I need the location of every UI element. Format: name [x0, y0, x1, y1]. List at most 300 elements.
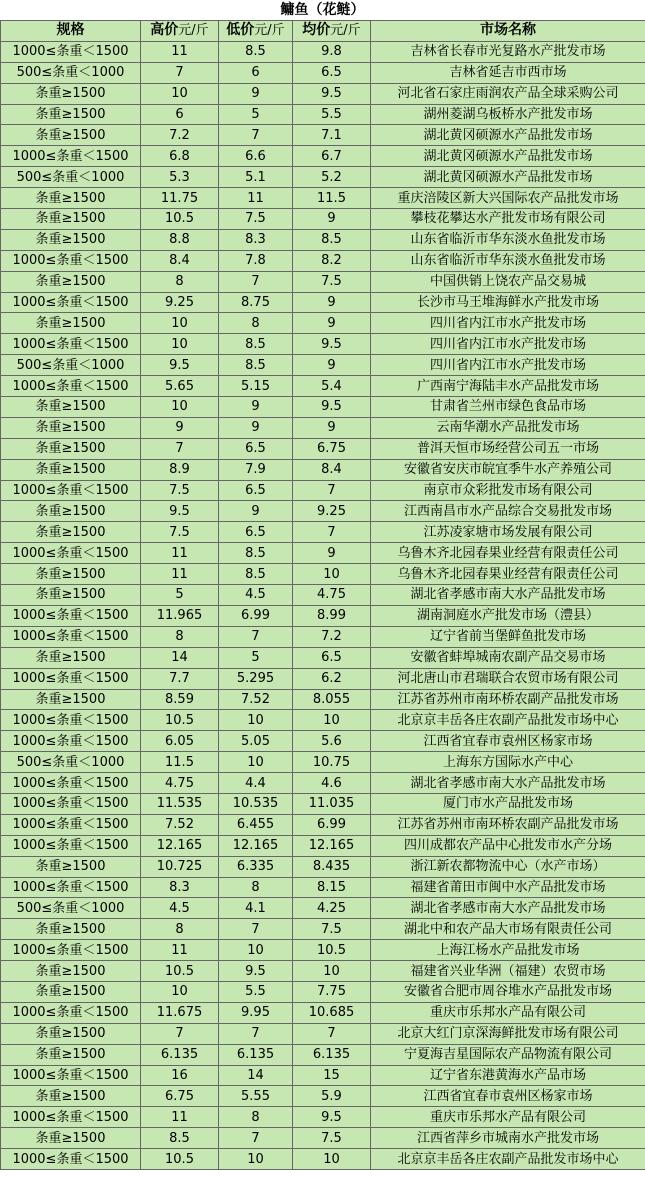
- avg-price-cell: 9.5: [293, 1107, 371, 1128]
- header-low-label: 低价: [226, 22, 255, 39]
- table-row: [1, 877, 645, 898]
- table-row: [1, 397, 645, 418]
- avg-price-cell: 5.6: [293, 731, 371, 752]
- table-row: [1, 605, 645, 626]
- low-price-cell: 9.5: [219, 961, 293, 982]
- market-cell: 江西省宜春市袁州区杨家市场: [371, 1086, 645, 1107]
- spec-cell: 1000≤条重＜1500: [1, 835, 141, 856]
- spec-cell: 条重≥1500: [1, 83, 141, 104]
- spec-cell: 条重≥1500: [1, 981, 141, 1002]
- spec-cell: 条重≥1500: [1, 229, 141, 250]
- table-row: [1, 41, 645, 62]
- low-price-cell: 8.75: [219, 292, 293, 313]
- avg-price-cell: 10: [293, 710, 371, 731]
- low-price-cell: 9: [219, 501, 293, 522]
- high-price-cell: 11.675: [141, 1002, 219, 1023]
- table-row: [1, 543, 645, 564]
- spec-cell: 条重≥1500: [1, 104, 141, 125]
- avg-price-cell: 11.035: [293, 793, 371, 814]
- market-cell: 四川省内江市水产批发市场: [371, 334, 645, 355]
- high-price-cell: 7.5: [141, 480, 219, 501]
- table-row: [1, 334, 645, 355]
- avg-price-cell: 5.5: [293, 104, 371, 125]
- low-price-cell: 10: [219, 940, 293, 961]
- market-cell: 辽宁省东港黄海水产品市场: [371, 1065, 645, 1086]
- high-price-cell: 10.725: [141, 856, 219, 877]
- market-cell: 湖北黄冈硕源水产品批发市场: [371, 125, 645, 146]
- spec-cell: 1000≤条重＜1500: [1, 773, 141, 794]
- table-row: [1, 898, 645, 919]
- spec-cell: 条重≥1500: [1, 438, 141, 459]
- avg-price-cell: 9.5: [293, 397, 371, 418]
- table-row: [1, 459, 645, 480]
- avg-price-cell: 5.4: [293, 376, 371, 397]
- avg-price-cell: 9: [293, 417, 371, 438]
- avg-price-cell: 8.5: [293, 229, 371, 250]
- avg-price-cell: 7.1: [293, 125, 371, 146]
- spec-cell: 1000≤条重＜1500: [1, 626, 141, 647]
- low-price-cell: 7: [219, 919, 293, 940]
- high-price-cell: 5.3: [141, 167, 219, 188]
- low-price-cell: 5: [219, 647, 293, 668]
- table-row: [1, 835, 645, 856]
- market-cell: 江苏省苏州市南环桥农副产品批发市场: [371, 689, 645, 710]
- table-row: [1, 62, 645, 83]
- high-price-cell: 6.05: [141, 731, 219, 752]
- avg-price-cell: 5.2: [293, 167, 371, 188]
- spec-cell: 条重≥1500: [1, 397, 141, 418]
- high-price-cell: 10: [141, 334, 219, 355]
- avg-price-cell: 7.5: [293, 919, 371, 940]
- avg-price-cell: 8.2: [293, 250, 371, 271]
- low-price-cell: 6.6: [219, 146, 293, 167]
- high-price-cell: 11.535: [141, 793, 219, 814]
- market-cell: 福建省莆田市闽中水产品批发市场: [371, 877, 645, 898]
- spec-cell: 1000≤条重＜1500: [1, 250, 141, 271]
- high-price-cell: 9.5: [141, 355, 219, 376]
- spec-cell: 500≤条重＜1000: [1, 355, 141, 376]
- table-row: [1, 814, 645, 835]
- table-body: [1, 41, 645, 1169]
- high-price-cell: 11: [141, 940, 219, 961]
- low-price-cell: 7: [219, 1128, 293, 1149]
- table-row: [1, 167, 645, 188]
- low-price-cell: 8: [219, 1107, 293, 1128]
- low-price-cell: 7.5: [219, 209, 293, 230]
- table-row: [1, 376, 645, 397]
- market-cell: 湖北黄冈硕源水产品批发市场: [371, 167, 645, 188]
- low-price-cell: 10: [219, 1149, 293, 1170]
- avg-price-cell: 6.5: [293, 647, 371, 668]
- avg-price-cell: 4.75: [293, 585, 371, 606]
- high-price-cell: 7: [141, 1023, 219, 1044]
- spec-cell: 条重≥1500: [1, 919, 141, 940]
- table-row: [1, 752, 645, 773]
- avg-price-cell: 10.5: [293, 940, 371, 961]
- table-row: [1, 626, 645, 647]
- market-cell: 北京京丰岳各庄农副产品批发市场中心: [371, 1149, 645, 1170]
- market-cell: 南京市众彩批发市场有限公司: [371, 480, 645, 501]
- high-price-cell: 11: [141, 41, 219, 62]
- market-cell: 湖州菱湖乌板桥水产批发市场: [371, 104, 645, 125]
- spec-cell: 条重≥1500: [1, 125, 141, 146]
- high-price-cell: 4.75: [141, 773, 219, 794]
- market-cell: 辽宁省前当堡鲜鱼批发市场: [371, 626, 645, 647]
- high-price-cell: 10: [141, 313, 219, 334]
- market-cell: 江苏凌家塘市场发展有限公司: [371, 522, 645, 543]
- market-cell: 北京大红门京深海鲜批发市场有限公司: [371, 1023, 645, 1044]
- low-price-cell: 5.15: [219, 376, 293, 397]
- table-row: [1, 125, 645, 146]
- spec-cell: 1000≤条重＜1500: [1, 1065, 141, 1086]
- low-price-cell: 6.5: [219, 438, 293, 459]
- high-price-cell: 10.5: [141, 961, 219, 982]
- table-row: [1, 773, 645, 794]
- high-price-cell: 16: [141, 1065, 219, 1086]
- header-high-unit: 元/斤: [178, 23, 209, 39]
- avg-price-cell: 10: [293, 564, 371, 585]
- low-price-cell: 6.135: [219, 1044, 293, 1065]
- high-price-cell: 9.25: [141, 292, 219, 313]
- spec-cell: 条重≥1500: [1, 1044, 141, 1065]
- table-row: [1, 961, 645, 982]
- avg-price-cell: 8.055: [293, 689, 371, 710]
- table-row: [1, 1149, 645, 1170]
- market-cell: 普洱天恒市场经营公司五一市场: [371, 438, 645, 459]
- low-price-cell: 5.1: [219, 167, 293, 188]
- market-cell: 北京京丰岳各庄农副产品批发市场中心: [371, 710, 645, 731]
- high-price-cell: 10: [141, 83, 219, 104]
- avg-price-cell: 6.7: [293, 146, 371, 167]
- spec-cell: 1000≤条重＜1500: [1, 41, 141, 62]
- low-price-cell: 7: [219, 626, 293, 647]
- table-row: [1, 1002, 645, 1023]
- high-price-cell: 9: [141, 417, 219, 438]
- table-row: [1, 104, 645, 125]
- header-spec: 规格: [1, 21, 141, 42]
- avg-price-cell: 8.15: [293, 877, 371, 898]
- spec-cell: 条重≥1500: [1, 1128, 141, 1149]
- avg-price-cell: 9.8: [293, 41, 371, 62]
- table-row: [1, 793, 645, 814]
- market-cell: 湖北省孝感市南大水产品批发市场: [371, 585, 645, 606]
- high-price-cell: 11.5: [141, 752, 219, 773]
- spec-cell: 1000≤条重＜1500: [1, 146, 141, 167]
- low-price-cell: 8.5: [219, 355, 293, 376]
- low-price-cell: 9.95: [219, 1002, 293, 1023]
- header-avg-unit: 元/斤: [330, 23, 361, 39]
- table-row: [1, 417, 645, 438]
- market-cell: 攀枝花攀达水产批发市场有限公司: [371, 209, 645, 230]
- table-row: [1, 229, 645, 250]
- market-cell: 长沙市马王堆海鲜水产批发市场: [371, 292, 645, 313]
- low-price-cell: 7: [219, 125, 293, 146]
- spec-cell: 1000≤条重＜1500: [1, 605, 141, 626]
- high-price-cell: 6.8: [141, 146, 219, 167]
- low-price-cell: 10: [219, 752, 293, 773]
- market-cell: 湖北中和农产品大市场有限责任公司: [371, 919, 645, 940]
- market-cell: 浙江新农都物流中心（水产市场）: [371, 856, 645, 877]
- spec-cell: 1000≤条重＜1500: [1, 731, 141, 752]
- avg-price-cell: 9: [293, 313, 371, 334]
- high-price-cell: 11: [141, 543, 219, 564]
- low-price-cell: 6.5: [219, 522, 293, 543]
- high-price-cell: 11.965: [141, 605, 219, 626]
- low-price-cell: 5: [219, 104, 293, 125]
- market-cell: 河北省石家庄雨润农产品全球采购公司: [371, 83, 645, 104]
- avg-price-cell: 15: [293, 1065, 371, 1086]
- low-price-cell: 8.3: [219, 229, 293, 250]
- market-cell: 重庆市乐邦水产品有限公司: [371, 1107, 645, 1128]
- spec-cell: 500≤条重＜1000: [1, 752, 141, 773]
- market-cell: 湖北省孝感市南大水产品批发市场: [371, 898, 645, 919]
- avg-price-cell: 8.435: [293, 856, 371, 877]
- market-cell: 河北唐山市君瑞联合农贸市场有限公司: [371, 668, 645, 689]
- market-cell: 宁夏海吉星国际农产品物流有限公司: [371, 1044, 645, 1065]
- avg-price-cell: 10: [293, 961, 371, 982]
- table-row: [1, 710, 645, 731]
- table-row: [1, 1128, 645, 1149]
- spec-cell: 1000≤条重＜1500: [1, 480, 141, 501]
- market-cell: 重庆涪陵区新大兴国际农产品批发市场: [371, 188, 645, 209]
- high-price-cell: 8: [141, 271, 219, 292]
- high-price-cell: 10: [141, 397, 219, 418]
- avg-price-cell: 9.25: [293, 501, 371, 522]
- low-price-cell: 8.5: [219, 41, 293, 62]
- spec-cell: 1000≤条重＜1500: [1, 1107, 141, 1128]
- table-row: [1, 731, 645, 752]
- table-row: [1, 1086, 645, 1107]
- high-price-cell: 14: [141, 647, 219, 668]
- spec-cell: 1000≤条重＜1500: [1, 668, 141, 689]
- spec-cell: 条重≥1500: [1, 961, 141, 982]
- high-price-cell: 8.5: [141, 1128, 219, 1149]
- high-price-cell: 7: [141, 62, 219, 83]
- high-price-cell: 10: [141, 981, 219, 1002]
- spec-cell: 条重≥1500: [1, 522, 141, 543]
- low-price-cell: 9: [219, 417, 293, 438]
- market-cell: 四川成都农产品中心批发市水产分场: [371, 835, 645, 856]
- high-price-cell: 7.2: [141, 125, 219, 146]
- avg-price-cell: 7.2: [293, 626, 371, 647]
- table-row: [1, 438, 645, 459]
- spec-cell: 1000≤条重＜1500: [1, 814, 141, 835]
- high-price-cell: 11: [141, 564, 219, 585]
- spec-cell: 500≤条重＜1000: [1, 62, 141, 83]
- market-cell: 中国供销上饶农产品交易城: [371, 271, 645, 292]
- avg-price-cell: 9: [293, 209, 371, 230]
- table-row: [1, 940, 645, 961]
- header-avg-label: 均价: [302, 22, 331, 39]
- low-price-cell: 7.9: [219, 459, 293, 480]
- avg-price-cell: 11.5: [293, 188, 371, 209]
- low-price-cell: 8.5: [219, 334, 293, 355]
- high-price-cell: 7: [141, 438, 219, 459]
- table-row: [1, 250, 645, 271]
- low-price-cell: 6.5: [219, 480, 293, 501]
- low-price-cell: 8.5: [219, 564, 293, 585]
- high-price-cell: 8.8: [141, 229, 219, 250]
- market-cell: 江西省萍乡市城南水产批发市场: [371, 1128, 645, 1149]
- table-row: [1, 1107, 645, 1128]
- avg-price-cell: 6.135: [293, 1044, 371, 1065]
- avg-price-cell: 9: [293, 355, 371, 376]
- table-row: [1, 522, 645, 543]
- avg-price-cell: 6.5: [293, 62, 371, 83]
- avg-price-cell: 10: [293, 1149, 371, 1170]
- market-cell: 厦门市水产品批发市场: [371, 793, 645, 814]
- price-table: [0, 20, 645, 1170]
- spec-cell: 条重≥1500: [1, 1023, 141, 1044]
- high-price-cell: 8.9: [141, 459, 219, 480]
- avg-price-cell: 9: [293, 292, 371, 313]
- avg-price-cell: 10.75: [293, 752, 371, 773]
- avg-price-cell: 9: [293, 543, 371, 564]
- header-market: 市场名称: [371, 21, 645, 42]
- high-price-cell: 6: [141, 104, 219, 125]
- high-price-cell: 11: [141, 1107, 219, 1128]
- high-price-cell: 7.7: [141, 668, 219, 689]
- low-price-cell: 8: [219, 877, 293, 898]
- market-cell: 四川省内江市水产批发市场: [371, 313, 645, 334]
- spec-cell: 1000≤条重＜1500: [1, 710, 141, 731]
- high-price-cell: 8.59: [141, 689, 219, 710]
- avg-price-cell: 7.5: [293, 1128, 371, 1149]
- low-price-cell: 10.535: [219, 793, 293, 814]
- spec-cell: 条重≥1500: [1, 585, 141, 606]
- high-price-cell: 10.5: [141, 1149, 219, 1170]
- avg-price-cell: 5.9: [293, 1086, 371, 1107]
- market-cell: 上海江杨水产品批发市场: [371, 940, 645, 961]
- spec-cell: 条重≥1500: [1, 459, 141, 480]
- market-cell: 甘肃省兰州市绿色食品市场: [371, 397, 645, 418]
- market-cell: 安徽省合肥市周谷堆水产品批发市场: [371, 981, 645, 1002]
- spec-cell: 1000≤条重＜1500: [1, 1149, 141, 1170]
- market-cell: 重庆市乐邦水产品有限公司: [371, 1002, 645, 1023]
- market-cell: 福建省兴业华洲（福建）农贸市场: [371, 961, 645, 982]
- spec-cell: 条重≥1500: [1, 417, 141, 438]
- spec-cell: 1000≤条重＜1500: [1, 793, 141, 814]
- low-price-cell: 4.5: [219, 585, 293, 606]
- low-price-cell: 12.165: [219, 835, 293, 856]
- high-price-cell: 5.65: [141, 376, 219, 397]
- header-low: [219, 21, 293, 42]
- high-price-cell: 11.75: [141, 188, 219, 209]
- spec-cell: 条重≥1500: [1, 209, 141, 230]
- low-price-cell: 5.05: [219, 731, 293, 752]
- market-cell: 安徽省安庆市皖宜季牛水产养殖公司: [371, 459, 645, 480]
- low-price-cell: 9: [219, 83, 293, 104]
- spec-cell: 1000≤条重＜1500: [1, 877, 141, 898]
- avg-price-cell: 12.165: [293, 835, 371, 856]
- market-cell: 吉林省延吉市西市场: [371, 62, 645, 83]
- market-cell: 广西南宁海陆丰水产品批发市场: [371, 376, 645, 397]
- avg-price-cell: 9.5: [293, 334, 371, 355]
- low-price-cell: 4.1: [219, 898, 293, 919]
- header-avg: [293, 21, 371, 42]
- spec-cell: 1000≤条重＜1500: [1, 1002, 141, 1023]
- spec-cell: 条重≥1500: [1, 188, 141, 209]
- table-row: [1, 292, 645, 313]
- high-price-cell: 5: [141, 585, 219, 606]
- market-cell: 吉林省长春市光复路水产批发市场: [371, 41, 645, 62]
- spec-cell: 500≤条重＜1000: [1, 167, 141, 188]
- low-price-cell: 6.99: [219, 605, 293, 626]
- avg-price-cell: 6.75: [293, 438, 371, 459]
- table-row: [1, 1065, 645, 1086]
- market-cell: 四川省内江市水产批发市场: [371, 355, 645, 376]
- low-price-cell: 5.5: [219, 981, 293, 1002]
- spec-cell: 条重≥1500: [1, 856, 141, 877]
- low-price-cell: 6.455: [219, 814, 293, 835]
- high-price-cell: 8.3: [141, 877, 219, 898]
- table-row: [1, 585, 645, 606]
- avg-price-cell: 8.4: [293, 459, 371, 480]
- market-cell: 乌鲁木齐北园春果业经营有限责任公司: [371, 564, 645, 585]
- avg-price-cell: 4.25: [293, 898, 371, 919]
- low-price-cell: 4.4: [219, 773, 293, 794]
- spec-cell: 条重≥1500: [1, 271, 141, 292]
- spec-cell: 1000≤条重＜1500: [1, 292, 141, 313]
- low-price-cell: 7.52: [219, 689, 293, 710]
- table-row: [1, 146, 645, 167]
- header-low-unit: 元/斤: [254, 23, 285, 39]
- low-price-cell: 5.295: [219, 668, 293, 689]
- high-price-cell: 8: [141, 626, 219, 647]
- avg-price-cell: 7: [293, 480, 371, 501]
- avg-price-cell: 4.6: [293, 773, 371, 794]
- table-row: [1, 480, 645, 501]
- spec-cell: 条重≥1500: [1, 501, 141, 522]
- low-price-cell: 11: [219, 188, 293, 209]
- table-row: [1, 919, 645, 940]
- market-cell: 山东省临沂市华东淡水鱼批发市场: [371, 229, 645, 250]
- avg-price-cell: 8.99: [293, 605, 371, 626]
- table-row: [1, 313, 645, 334]
- low-price-cell: 14: [219, 1065, 293, 1086]
- high-price-cell: 8.4: [141, 250, 219, 271]
- spec-cell: 1000≤条重＜1500: [1, 334, 141, 355]
- table-row: [1, 271, 645, 292]
- high-price-cell: 6.75: [141, 1086, 219, 1107]
- market-cell: 安徽省蚌埠城南农副产品交易市场: [371, 647, 645, 668]
- avg-price-cell: 6.99: [293, 814, 371, 835]
- table-row: [1, 83, 645, 104]
- table-row: [1, 856, 645, 877]
- market-cell: 湖北黄冈硕源水产品批发市场: [371, 146, 645, 167]
- header-high: [141, 21, 219, 42]
- high-price-cell: 7.5: [141, 522, 219, 543]
- market-cell: 上海东方国际水产中心: [371, 752, 645, 773]
- high-price-cell: 10.5: [141, 209, 219, 230]
- spec-cell: 1000≤条重＜1500: [1, 940, 141, 961]
- avg-price-cell: 10.685: [293, 1002, 371, 1023]
- spec-cell: 1000≤条重＜1500: [1, 376, 141, 397]
- high-price-cell: 8: [141, 919, 219, 940]
- table-row: [1, 689, 645, 710]
- header-row: [1, 21, 645, 42]
- market-cell: 湖南洞庭水产批发市场（澧县）: [371, 605, 645, 626]
- table-row: [1, 1023, 645, 1044]
- low-price-cell: 8: [219, 313, 293, 334]
- spec-cell: 条重≥1500: [1, 689, 141, 710]
- avg-price-cell: 7.5: [293, 271, 371, 292]
- high-price-cell: 9.5: [141, 501, 219, 522]
- table-title: 鳙鱼（花鲢）: [0, 0, 645, 20]
- table-row: [1, 209, 645, 230]
- spec-cell: 条重≥1500: [1, 647, 141, 668]
- avg-price-cell: 9.5: [293, 83, 371, 104]
